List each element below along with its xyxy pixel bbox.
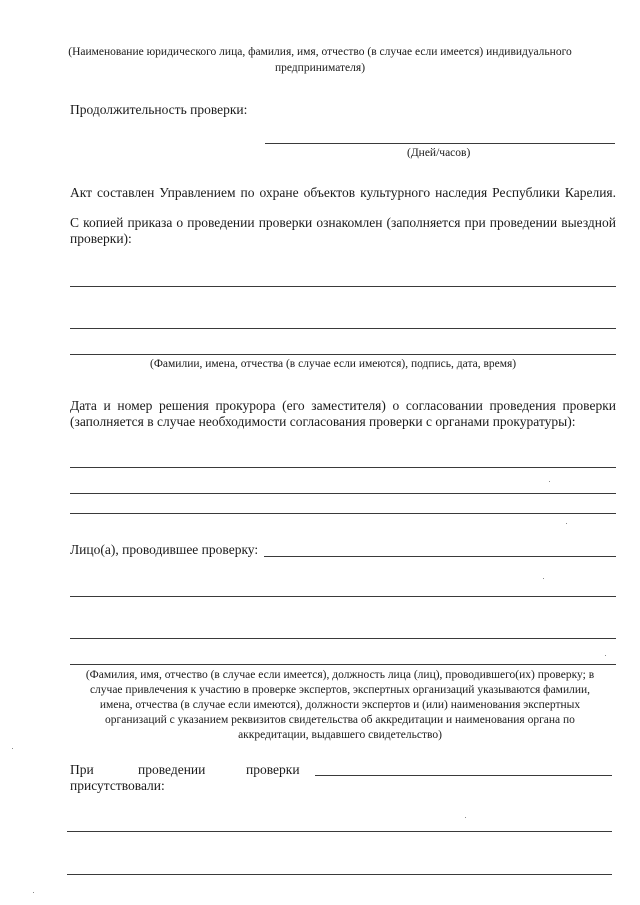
entity-caption-line-2: предпринимателя): [274, 62, 366, 74]
inspector-label: Лицо(а), проводившее проверку:: [70, 542, 259, 557]
attendees-line-2: присутствовали:: [70, 778, 165, 793]
prosecutor-line-1: Дата и номер решения прокурора (его заместителя) о согласовании проведения проверки: [70, 398, 616, 413]
inspector-caption-line-1: (Фамилия, имя, отчество (в случае если имеется), должность лица (лиц), проводившего(их) проверку; в: [85, 669, 595, 681]
duration-caption: (Дней/часов): [407, 147, 471, 159]
inspector-caption-line-2: случае привлечения к участию в проверке экспертов, экспертных организаций указываются фамилии,: [89, 684, 591, 696]
scan-speck: [543, 578, 544, 579]
duration-field-line[interactable]: [265, 143, 615, 144]
inspector-caption-line-4: организаций с указанием реквизитов свидетельства об аккредитации и наименования органа по: [105, 714, 575, 726]
entity-caption-line-1: (Наименование юридического лица, фамилия, имя, отчество (в случае если имеется) индивидуального: [68, 46, 572, 58]
prosecutor-line-2: (заполняется в случае необходимости согласования проверки с органами прокуратуры):: [70, 414, 576, 429]
order-copy-line-1: С копией приказа о проведении проверки ознакомлен (заполняется при проведении выездной: [70, 215, 616, 230]
prosecutor-field-line-3[interactable]: [70, 513, 616, 514]
scan-speck: [33, 892, 34, 893]
attendees-word-2: проведении: [138, 762, 206, 777]
order-copy-field-line-1[interactable]: [70, 286, 616, 287]
order-copy-caption: (Фамилии, имена, отчества (в случае если имеются), подпись, дата, время): [150, 358, 517, 370]
order-copy-line-2: проверки):: [70, 231, 132, 246]
attendees-field-line-1[interactable]: [315, 775, 612, 776]
inspector-field-line-1[interactable]: [264, 556, 616, 557]
attendees-field-line-3[interactable]: [67, 874, 612, 875]
scan-speck: [549, 481, 550, 482]
inspector-field-line-3[interactable]: [70, 638, 616, 639]
order-copy-field-line-2[interactable]: [70, 328, 616, 329]
prosecutor-field-line-2[interactable]: [70, 493, 616, 494]
scan-speck: [12, 748, 13, 749]
scan-speck: [566, 523, 567, 524]
attendees-word-1: При: [70, 762, 94, 777]
scan-speck: [465, 817, 466, 818]
inspector-field-line-4[interactable]: [70, 664, 616, 665]
order-copy-field-line-3[interactable]: [70, 354, 616, 355]
inspector-field-line-2[interactable]: [70, 596, 616, 597]
attendees-word-3: проверки: [246, 762, 300, 777]
inspector-caption-line-5: аккредитации, выдавшего свидетельство): [238, 729, 442, 741]
inspector-caption-line-3: имена, отчества (в случае если имеются), должности экспертов и (или) наименования экспертных: [99, 699, 581, 711]
duration-label: Продолжительность проверки:: [70, 102, 248, 117]
attendees-field-line-2[interactable]: [67, 831, 612, 832]
scan-speck: [605, 655, 606, 656]
act-statement: Акт составлен Управлением по охране объектов культурного наследия Республики Карелия.: [70, 185, 616, 200]
prosecutor-field-line-1[interactable]: [70, 467, 616, 468]
